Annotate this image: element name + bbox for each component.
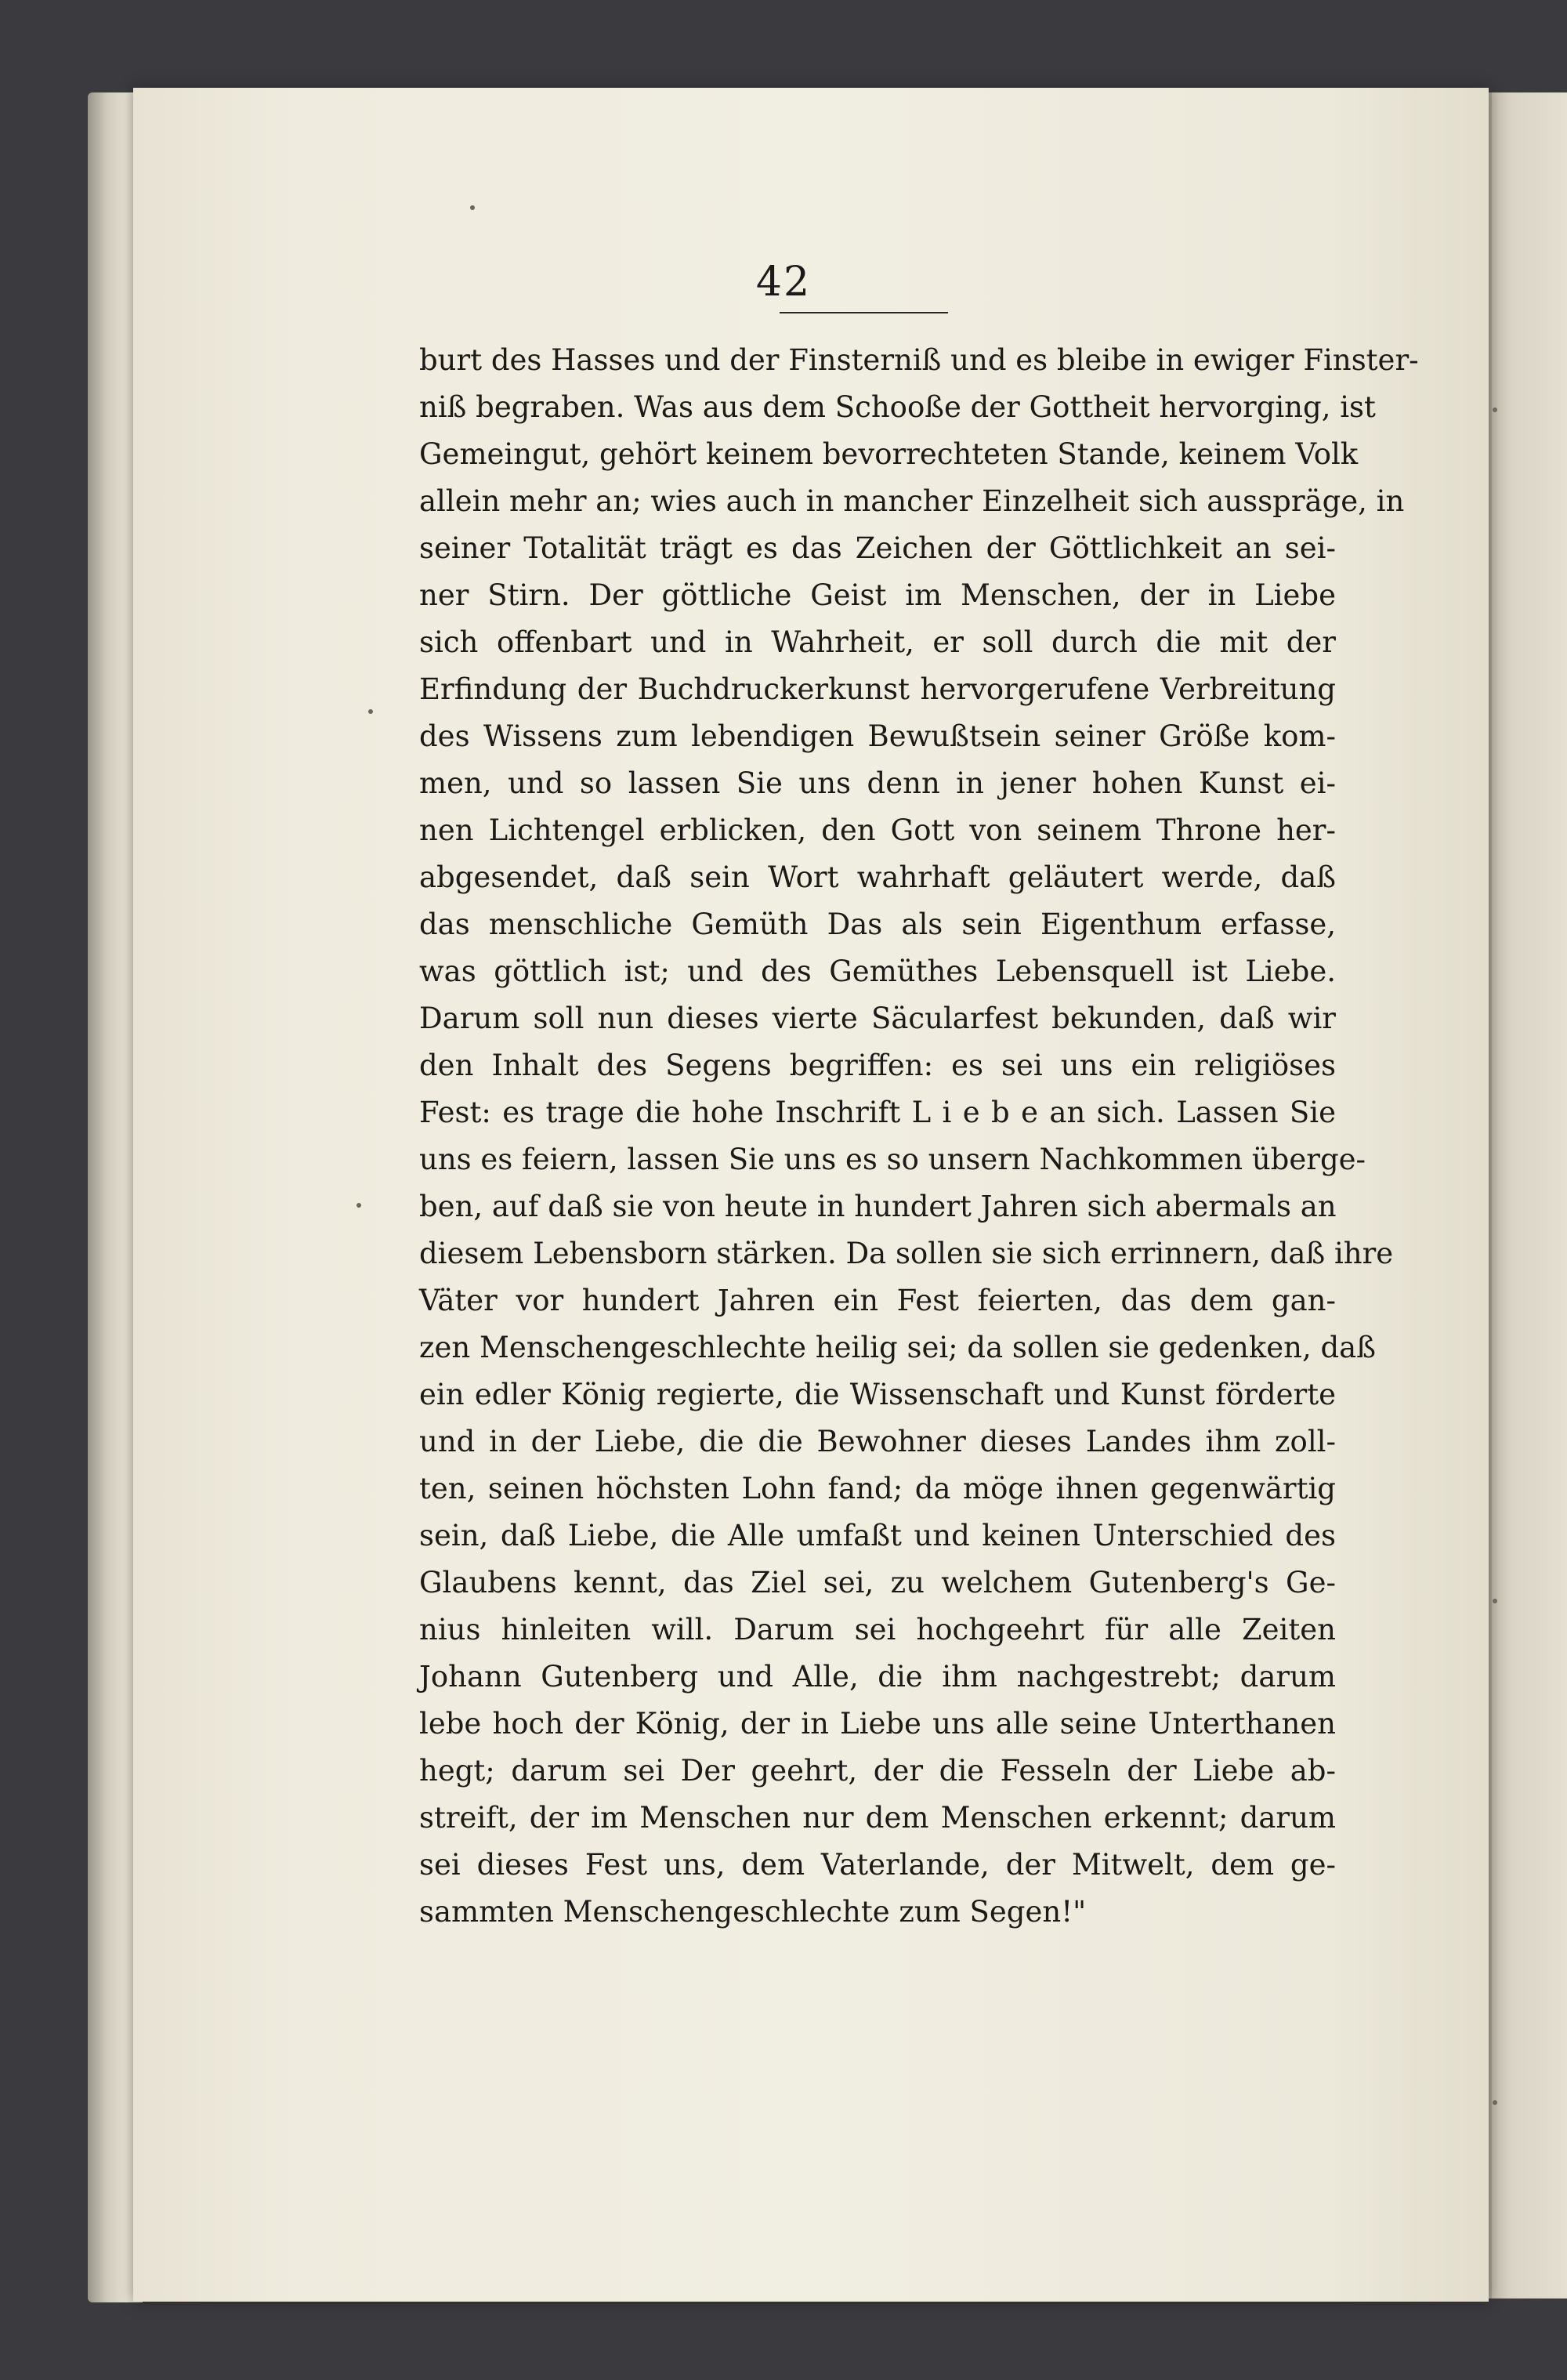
next-page-edge — [1489, 92, 1567, 2298]
header-rule — [780, 312, 948, 313]
text-line: niß begraben. Was aus dem Schooße der Gottheit hervorging, ist — [419, 390, 1376, 424]
text-line: und in der Liebe, die die Bewohner dieses Landes ihm zoll- — [419, 1425, 1336, 1458]
text-line: sei dieses Fest uns, dem Vaterlande, der Mitwelt, dem ge- — [419, 1848, 1336, 1882]
page-gutter — [1489, 92, 1492, 2298]
text-line: nius hinleiten will. Darum sei hochgeehrt für alle Zeiten — [419, 1613, 1336, 1646]
body-text — [419, 337, 1419, 1936]
paper-speck — [356, 1203, 361, 1208]
text-line: ben, auf daß sie von heute in hundert Jahren sich abermals an — [419, 1190, 1337, 1223]
text-line: men, und so lassen Sie uns denn in jener hohen Kunst ei- — [419, 766, 1336, 800]
text-line: Johann Gutenberg und Alle, die ihm nachgestrebt; darum — [419, 1660, 1336, 1694]
paper-speck — [1493, 2100, 1497, 2105]
text-line: abgesendet, daß sein Wort wahrhaft geläutert werde, daß — [419, 860, 1336, 894]
text-line: was göttlich ist; und des Gemüthes Lebensquell ist Liebe. — [419, 955, 1336, 988]
paper-speck — [368, 709, 373, 714]
text-line: Erfindung der Buchdruckerkunst hervorgerufene Verbreitung — [419, 672, 1336, 706]
text-line: uns es feiern, lassen Sie uns es so unsern Nachkommen überge- — [419, 1143, 1366, 1176]
text-line: ten, seinen höchsten Lohn fand; da möge ihnen gegenwärtig — [419, 1472, 1336, 1505]
text-line: Väter vor hundert Jahren ein Fest feierten, das dem gan- — [419, 1284, 1336, 1317]
text-line: nen Lichtengel erblicken, den Gott von seinem Throne her- — [419, 813, 1336, 847]
text-line: burt des Hasses und der Finsterniß und es bleibe in ewiger Finster- — [419, 343, 1419, 377]
page-number: 42 — [755, 259, 812, 306]
text-line: Fest: es trage die hohe Inschrift L i e b e an sich. Lassen Sie — [419, 1096, 1336, 1129]
text-line: sammten Menschengeschlechte zum Segen!" — [419, 1895, 1087, 1929]
text-line: sich offenbart und in Wahrheit, er soll durch die mit der — [419, 625, 1336, 659]
text-line: allein mehr an; wies auch in mancher Einzelheit sich ausspräge, in — [419, 484, 1405, 518]
paper-speck — [1493, 408, 1497, 412]
text-line: lebe hoch der König, der in Liebe uns alle seine Unterthanen — [419, 1707, 1336, 1741]
paper-speck — [470, 205, 475, 210]
text-line: seiner Totalität trägt es das Zeichen der Göttlichkeit an sei- — [419, 531, 1336, 565]
text-line: das menschliche Gemüth Das als sein Eigenthum erfasse, — [419, 907, 1336, 941]
text-line: hegt; darum sei Der geehrt, der die Fesseln der Liebe ab- — [419, 1754, 1336, 1788]
text-line: Glaubens kennt, das Ziel sei, zu welchem Gutenberg's Ge- — [419, 1566, 1336, 1599]
text-line: zen Menschengeschlechte heilig sei; da sollen sie gedenken, daß — [419, 1331, 1376, 1364]
paper-speck — [1493, 1599, 1497, 1603]
text-line: den Inhalt des Segens begriffen: es sei uns ein religiöses — [419, 1049, 1336, 1082]
text-line: Darum soll nun dieses vierte Säcularfest bekunden, daß wir — [419, 1002, 1336, 1035]
text-line: des Wissens zum lebendigen Bewußtsein seiner Größe kom- — [419, 719, 1336, 753]
text-line: Gemeingut, gehört keinem bevorrechteten Stande, keinem Volk — [419, 437, 1359, 471]
text-line: ner Stirn. Der göttliche Geist im Menschen, der in Liebe — [419, 578, 1336, 612]
text-line: ein edler König regierte, die Wissenschaft und Kunst förderte — [419, 1378, 1336, 1411]
text-line: sein, daß Liebe, die Alle umfaßt und keinen Unterschied des — [419, 1519, 1336, 1552]
text-line: diesem Lebensborn stärken. Da sollen sie sich errinnern, daß ihre — [419, 1237, 1394, 1270]
text-line: streift, der im Menschen nur dem Menschen erkennt; darum — [419, 1801, 1336, 1835]
